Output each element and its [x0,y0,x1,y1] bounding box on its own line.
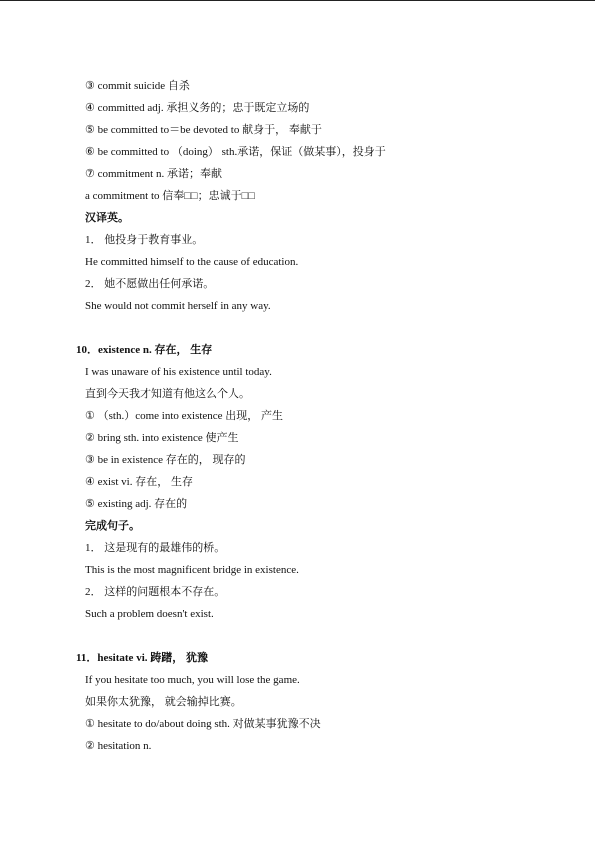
text-line: I was unaware of his existence until today. [85,366,272,378]
text-line: 1． 他投身于教育事业。 [85,234,204,246]
text-line: ④ committed adj. 承担义务的；忠于既定立场的 [85,102,310,114]
text-line: He committed himself to the cause of education. [85,256,299,268]
section-heading: 10．existence n. 存在， 生存 [76,344,213,356]
text-line: ③ commit suicide 自杀 [85,80,190,92]
text-line: ③ be in existence 存在的， 现存的 [85,454,246,466]
text-line: 如果你太犹豫， 就会输掉比赛。 [85,696,242,708]
text-line: a commitment to 信奉□□；忠诚于□□ [85,190,255,202]
text-line: 汉译英。 [85,212,129,224]
section-heading: 11．hesitate vi. 踌躇， 犹豫 [76,652,208,664]
text-line: ⑤ be committed to＝be devoted to 献身于， 奉献于 [85,124,322,136]
text-line: 完成句子。 [85,520,140,532]
text-line: ① （sth.）come into existence 出现， 产生 [85,410,284,422]
text-line: 1． 这是现有的最雄伟的桥。 [85,542,226,554]
text-line: She would not commit herself in any way. [85,300,271,312]
page-top-border [0,0,595,1]
text-line: Such a problem doesn't exist. [85,608,214,620]
text-line: 2． 她不愿做出任何承诺。 [85,278,215,290]
text-line: ⑦ commitment n. 承诺；奉献 [85,168,222,180]
text-line: 直到今天我才知道有他这么个人。 [85,388,250,400]
text-line: ④ exist vi. 存在， 生存 [85,476,193,488]
text-line: ① hesitate to do/about doing sth. 对做某事犹豫不决 [85,718,321,730]
text-line: ② hesitation n. [85,740,152,752]
text-line: ⑥ be committed to （doing） sth.承诺，保证（做某事），投身于 [85,146,386,158]
text-line: This is the most magnificent bridge in existence. [85,564,299,576]
text-line: 2． 这样的问题根本不存在。 [85,586,226,598]
text-line: If you hesitate too much, you will lose the game. [85,674,300,686]
text-line: ⑤ existing adj. 存在的 [85,498,188,510]
text-line: ② bring sth. into existence 使产生 [85,432,239,444]
